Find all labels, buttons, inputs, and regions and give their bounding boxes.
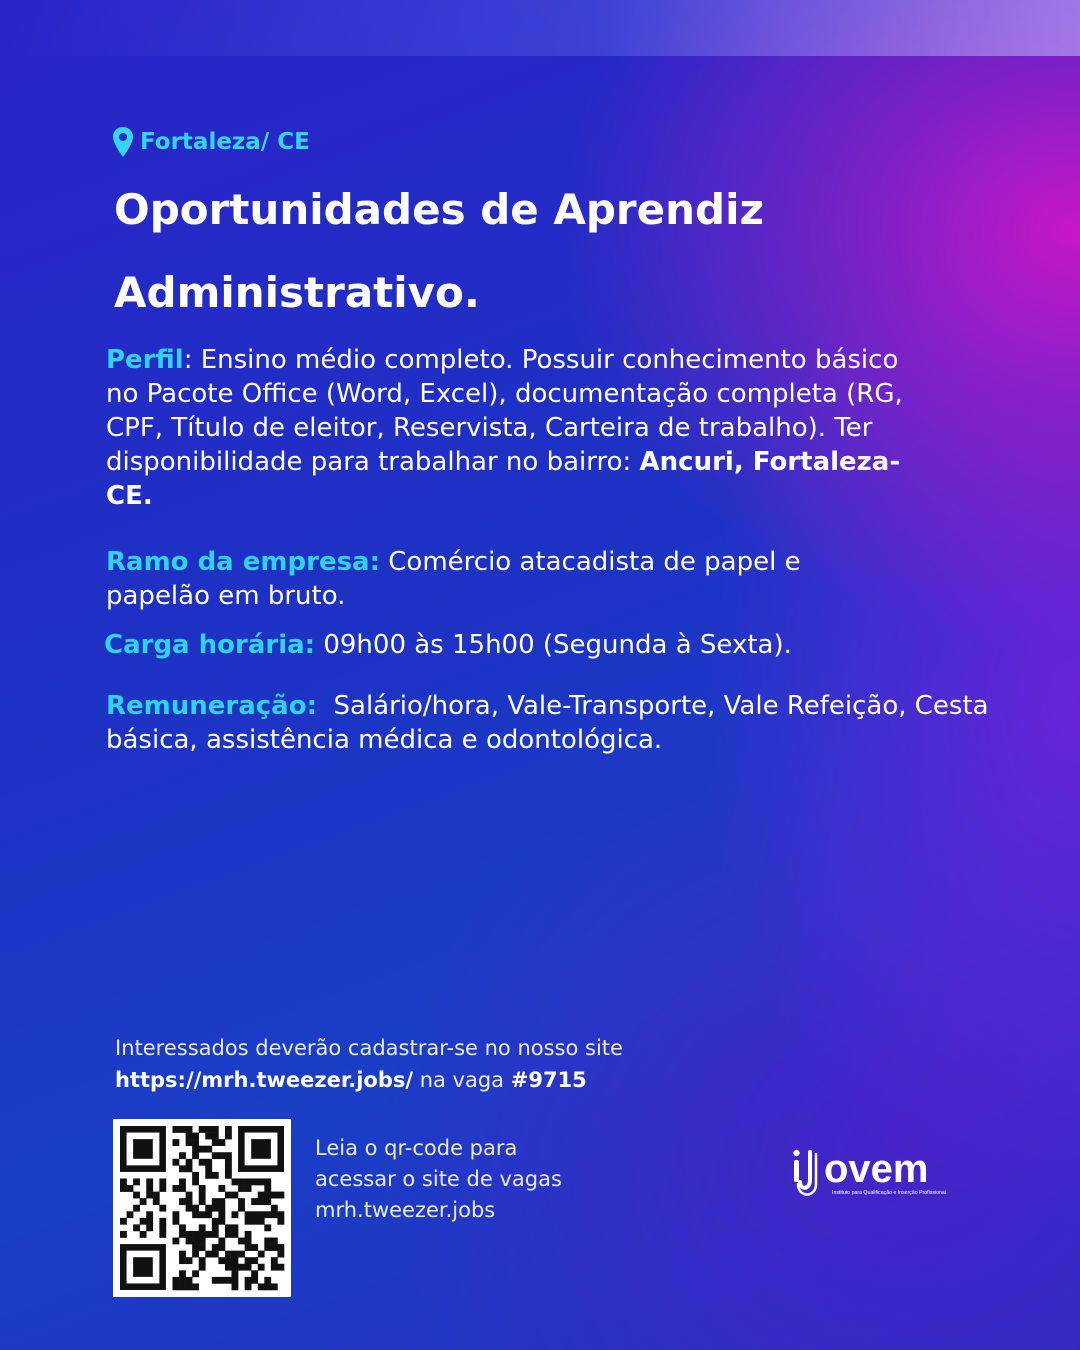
remuneracao-paragraph [106, 689, 1056, 757]
perfil-label: Perfil [106, 345, 184, 375]
remuneracao-text: Salário/hora, Vale-Transporte, Vale Refeição, Cesta básica, assistência médica e odontológica. [106, 691, 997, 755]
job-code: #9715 [510, 1068, 587, 1092]
ijovem-logo [788, 1140, 988, 1206]
ramo-text: Comércio atacadista de papel e papelão em bruto. [106, 547, 801, 611]
ramo-paragraph [106, 545, 866, 613]
qr-caption-line-3: mrh.tweezer.jobs [315, 1198, 496, 1222]
title-line-2: Administrativo. [114, 268, 480, 317]
carga-label: Carga horária: [104, 630, 316, 660]
qr-code-icon [113, 1119, 291, 1297]
remuneracao-label: Remuneração: [106, 691, 317, 721]
qr-caption-line-1: Leia o qr-code para [315, 1136, 518, 1160]
location-tag [112, 126, 310, 158]
ramo-label: Ramo da empresa: [106, 547, 380, 577]
perfil-text: : Ensino médio completo. Possuir conhecimento básico no Pacote Office (Word, Excel), documentação completa (RG, CPF, Título de eleitor, Reservista, Carteira de trabalho). Ter disponibilidade para trabalhar no bairro: [106, 345, 903, 477]
location-label: Fortaleza/ CE [140, 129, 310, 155]
carga-text: 09h00 às 15h00 (Segunda à Sexta). [315, 630, 792, 660]
site-link[interactable]: https://mrh.tweezer.jobs/ [115, 1068, 414, 1092]
qr-caption [315, 1133, 562, 1226]
carga-paragraph [104, 628, 1004, 662]
cta-block [115, 1032, 623, 1096]
location-pin-icon [112, 126, 134, 158]
cta-mid-text: na vaga [413, 1068, 511, 1092]
perfil-paragraph [106, 343, 926, 513]
qr-caption-line-2: acessar o site de vagas [315, 1167, 562, 1191]
top-highlight-strip [0, 0, 1080, 56]
logo-tagline: Instituto para Qualificação e Inserção Profissional [832, 1190, 946, 1196]
cta-line: Interessados deverão cadastrar-se no nosso site [115, 1036, 623, 1060]
page-title [114, 168, 874, 334]
title-line-1: Oportunidades de Aprendiz [114, 185, 764, 234]
qr-code[interactable] [113, 1119, 291, 1297]
logo-wordmark: ovem [824, 1147, 929, 1191]
perfil-highlight: Ancuri, Fortaleza-CE. [106, 447, 901, 511]
